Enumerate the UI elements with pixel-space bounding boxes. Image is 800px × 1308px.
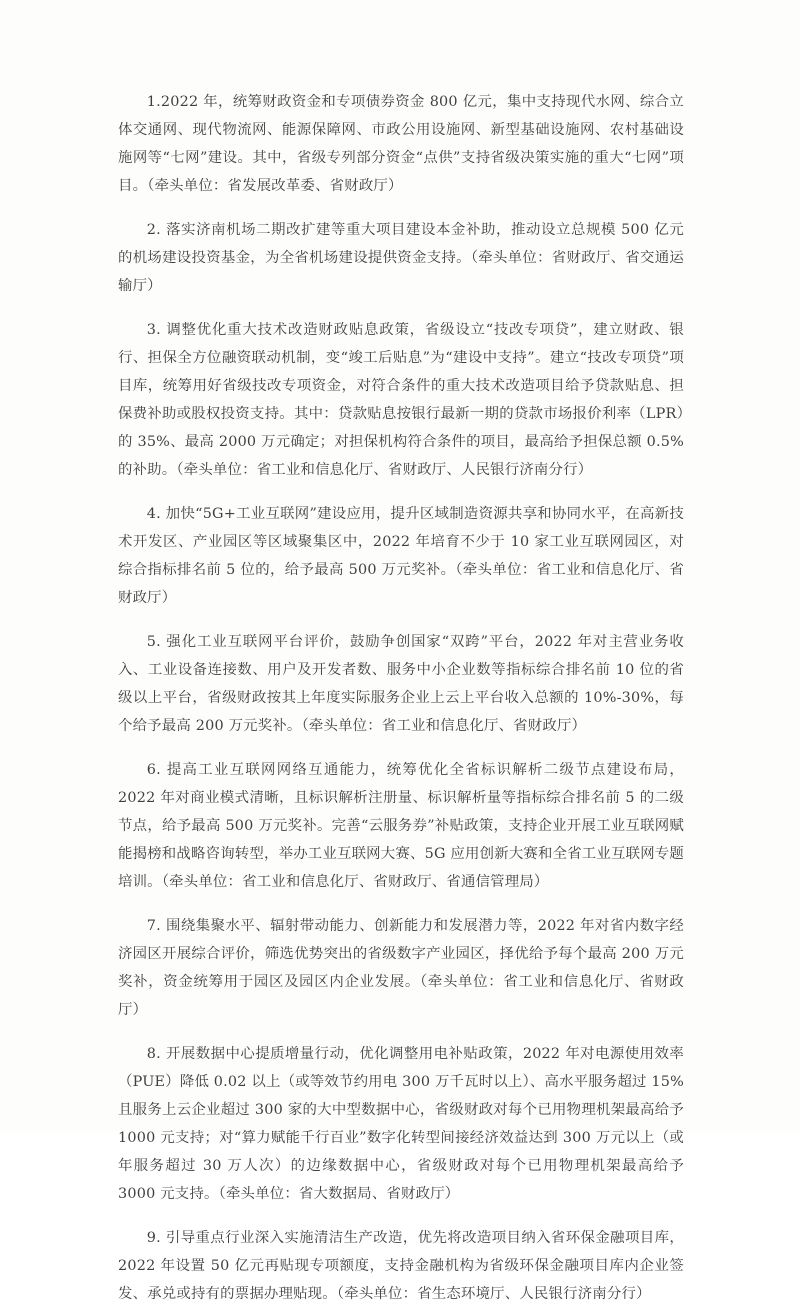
paragraph: 8. 开展数据中心提质增量行动，优化调整用电补贴政策，2022 年对电源使用效率（PUE）降低 0.02 以上（或等效节约用电 300 万千瓦时以上）、高水平服务超过 15%且服务上云企业超过 300 家的大中型数据中心，省级财政对每个已用物理机架最高给予 1000 元支持；对“算力赋能千行百业”数字化转型间接经济效益达到 300 万元以上（或年服务超过 30 万人次）的边缘数据中心，省级财政对每个已用物理机架最高给予 3000 元支持。（牵头单位：省大数据局、省财政厅） bbox=[118, 1046, 684, 1202]
paragraph: 6. 提高工业互联网网络互通能力，统筹优化全省标识解析二级节点建设布局，2022 年对商业模式清晰，且标识解析注册量、标识解析量等指标综合排名前 5 的二级节点，给予最高 500 万元奖补。完善“云服务券”补贴政策，支持企业开展工业互联网赋能揭榜和战略咨询转型，举办工业互联网大赛、5G 应用创新大赛和全省工业互联网专题培训。（牵头单位：省工业和信息化厅、省财政厅、省通信管理局） bbox=[118, 762, 684, 890]
paragraph: 7. 围绕集聚水平、辐射带动能力、创新能力和发展潜力等，2022 年对省内数字经济园区开展综合评价，筛选优势突出的省级数字产业园区，择优给予每个最高 200 万元奖补，资金统筹用于园区及园区内企业发展。（牵头单位：省工业和信息化厅、省财政厅） bbox=[118, 918, 684, 1018]
paragraph: 9. 引导重点行业深入实施清洁生产改造，优先将改造项目纳入省环保金融项目库，2022 年设置 50 亿元再贴现专项额度，支持金融机构为省级环保金融项目库内企业签发、承兑或持有的票据办理贴现。（牵头单位：省生态环境厅、人民银行济南分行） bbox=[118, 1230, 684, 1302]
paragraph: 1.2022 年，统筹财政资金和专项债券资金 800 亿元，集中支持现代水网、综合立体交通网、现代物流网、能源保障网、市政公用设施网、新型基础设施网、农村基础设施网等“七网”建设。其中，省级专列部分资金“点供”支持省级决策实施的重大“七网”项目。（牵头单位：省发展改革委、省财政厅） bbox=[118, 94, 684, 194]
document-body bbox=[118, 88, 684, 1308]
paragraph: 4. 加快“5G+工业互联网”建设应用，提升区域制造资源共享和协同水平，在高新技术开发区、产业园区等区域聚集区中，2022 年培育不少于 10 家工业互联网园区，对综合指标排名前 5 位的，给予最高 500 万元奖补。（牵头单位：省工业和信息化厅、省财政厅） bbox=[118, 506, 684, 606]
paragraph: 5. 强化工业互联网平台评价，鼓励争创国家“双跨”平台，2022 年对主营业务收入、工业设备连接数、用户及开发者数、服务中小企业数等指标综合排名前 10 位的省级以上平台，省级财政按其上年度实际服务企业上云上平台收入总额的 10%-30%，每个给予最高 200 万元奖补。（牵头单位：省工业和信息化厅、省财政厅） bbox=[118, 634, 684, 734]
paragraph: 3. 调整优化重大技术改造财政贴息政策，省级设立“技改专项贷”，建立财政、银行、担保全方位融资联动机制，变“竣工后贴息”为“建设中支持”。建立“技改专项贷”项目库，统筹用好省级技改专项资金，对符合条件的重大技术改造项目给予贷款贴息、担保费补助或股权投资支持。其中：贷款贴息按银行最新一期的贷款市场报价利率（LPR）的 35%、最高 2000 万元确定；对担保机构符合条件的项目，最高给予担保总额 0.5%的补助。（牵头单位：省工业和信息化厅、省财政厅、人民银行济南分行） bbox=[118, 322, 684, 478]
paragraph: 2. 落实济南机场二期改扩建等重大项目建设本金补助，推动设立总规模 500 亿元的机场建设投资基金，为全省机场建设提供资金支持。（牵头单位：省财政厅、省交通运输厅） bbox=[118, 222, 684, 294]
